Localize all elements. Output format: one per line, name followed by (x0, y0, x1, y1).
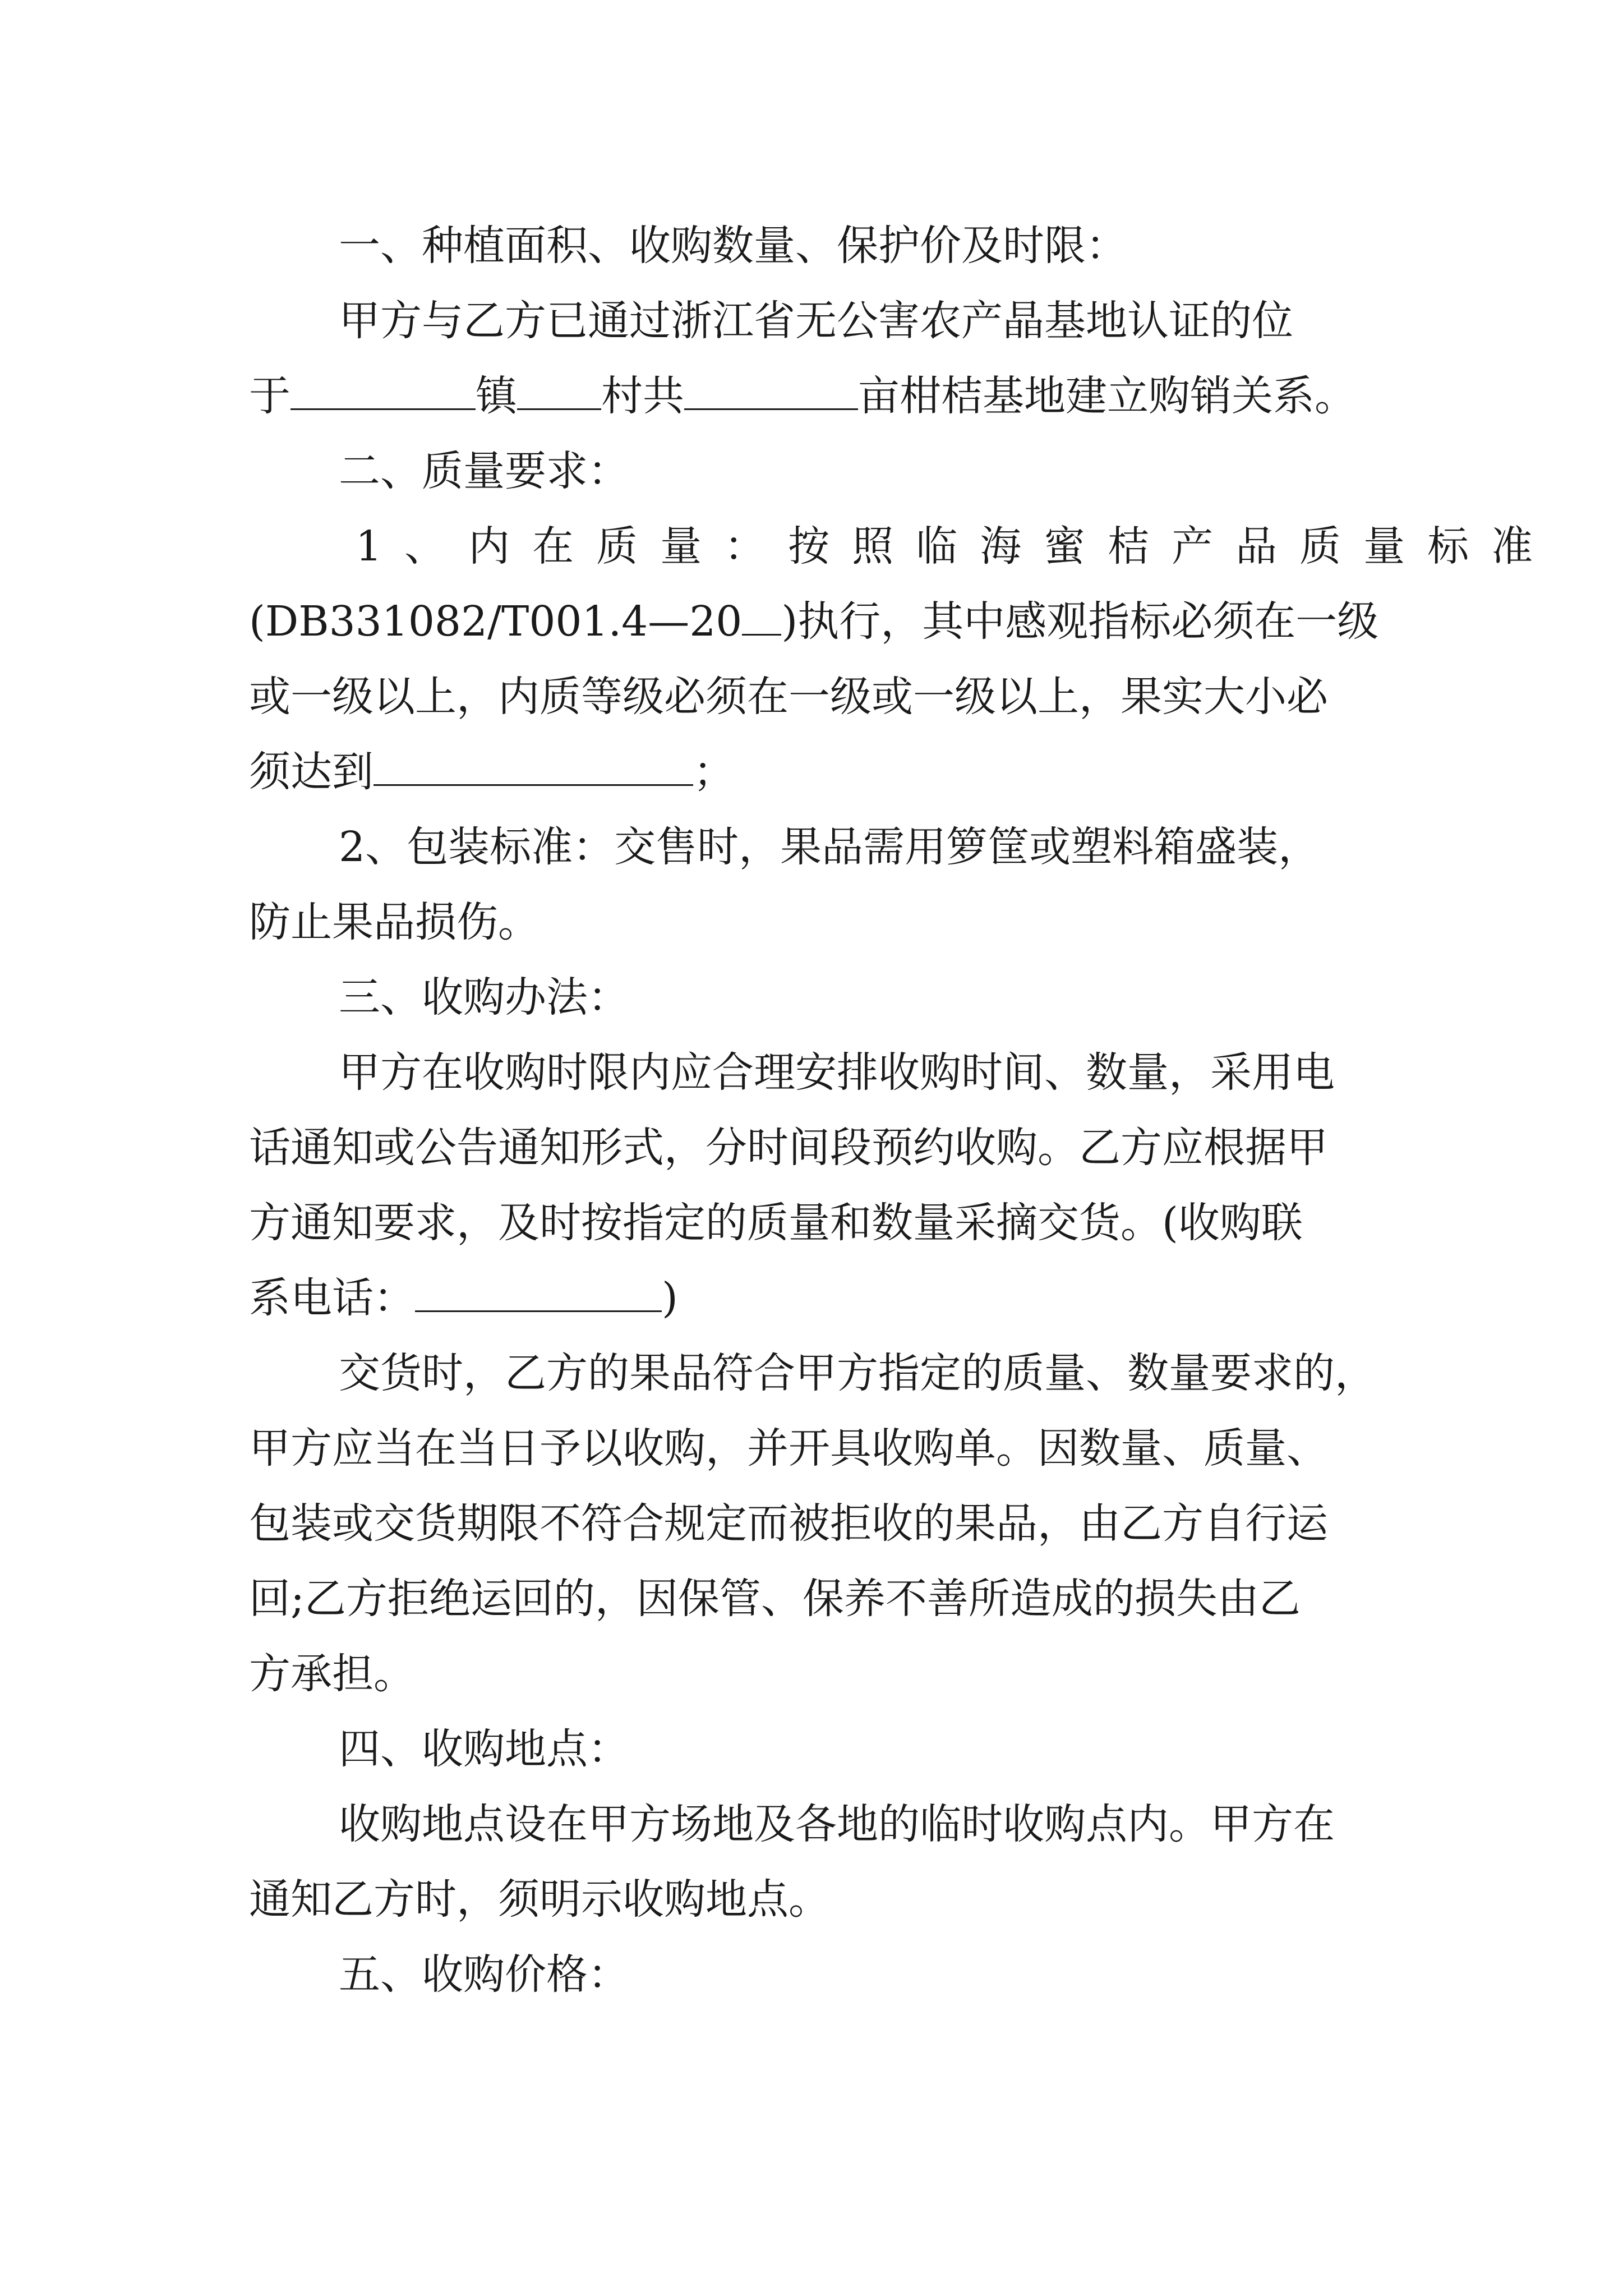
section-heading-2: 二、质量要求： (339, 447, 629, 495)
fill-in-blank (291, 366, 476, 410)
paragraph-line: 方承担。 (249, 1650, 415, 1698)
section-heading-3: 三、收购办法： (339, 973, 629, 1022)
paragraph-line: 2、包装标准：交售时，果品需用箩筐或塑料箱盛装， (339, 823, 1320, 871)
paragraph-line: 或一级以上，内质等级必须在一级或一级以上，果实大小必 (249, 673, 1328, 721)
paragraph-line: 1、内在质量：按照临海蜜桔产品质量标准 (356, 522, 1556, 570)
paragraph-line: 通知乙方时，须明示收购地点。 (249, 1875, 830, 1924)
section-heading-5: 五、收购价格： (339, 1950, 629, 1999)
paragraph-line: 回;乙方拒绝运回的，因保管、保养不善所造成的损失由乙 (249, 1575, 1301, 1623)
paragraph-line: 包装或交货期限不符合规定而被拒收的果品，由乙方自行运 (249, 1499, 1328, 1548)
paragraph-line: 防止果品损伤。 (249, 898, 540, 946)
paragraph-line: 方通知要求，及时按指定的质量和数量采摘交货。(收购联 (249, 1199, 1303, 1247)
section-heading-4: 四、收购地点： (339, 1725, 629, 1773)
fill-in-blank (517, 366, 601, 410)
fill-in-blank (374, 742, 693, 786)
fill-in-blank (684, 366, 858, 410)
paragraph-line: 话通知或公告通知形式，分时间段预约收购。乙方应根据甲 (249, 1124, 1328, 1172)
fill-in-blank (415, 1268, 662, 1312)
fill-in-blank (742, 591, 781, 636)
paragraph-line-with-blanks: 须达到 ； (249, 735, 735, 808)
paragraph-line-with-blanks: 于 镇 村共 亩柑桔基地建立购销关系。 (249, 360, 1356, 432)
section-heading-1: 一、种植面积、收购数量、保护价及时限： (339, 222, 1127, 270)
paragraph-line: 收购地点设在甲方场地及各地的临时收购点内。甲方在 (339, 1800, 1335, 1848)
paragraph-line: 交货时，乙方的果品符合甲方指定的质量、数量要求的， (339, 1349, 1376, 1397)
paragraph-line: 甲方与乙方已通过浙江省无公害农产晶基地认证的位 (339, 297, 1293, 345)
paragraph-line: 甲方在收购时限内应合理安排收购时间、数量，采用电 (339, 1048, 1335, 1097)
paragraph-line-with-blanks: 系电话： ) (249, 1262, 678, 1335)
paragraph-line-with-blanks: (DB331082/T001.4—20 )执行，其中感观指标必须在一级 (249, 585, 1378, 658)
paragraph-line: 甲方应当在当日予以收购，并开具收购单。因数量、质量、 (249, 1424, 1328, 1473)
